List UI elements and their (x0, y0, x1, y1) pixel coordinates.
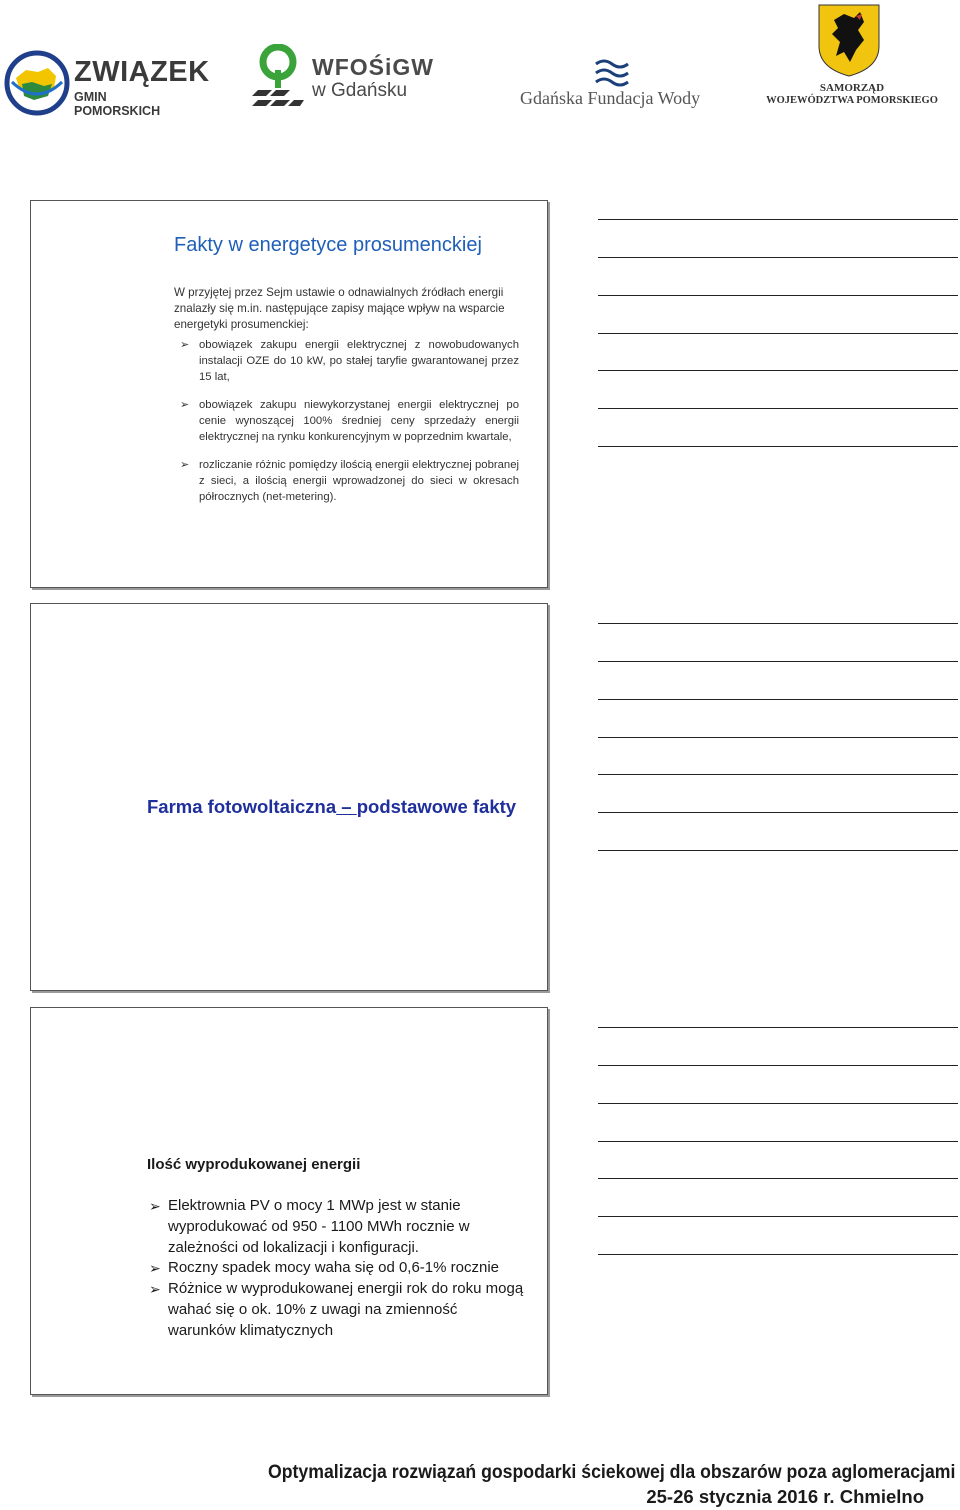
wfosigw-subtitle: w Gdańsku (312, 80, 408, 101)
note-line (598, 1027, 958, 1028)
pomerania-map-icon (4, 48, 70, 118)
list-item (147, 1196, 527, 1258)
note-line (598, 333, 958, 334)
note-line (598, 1178, 958, 1179)
list-item-text: Różnice w wyprodukowanej energii rok do roku mogą wahać się o ok. 10% z uwagi na zmienność warunków klimatycznych (168, 1280, 524, 1339)
slide-3-title: Ilość wyprodukowanej energii (147, 1156, 361, 1173)
samorzad-wojewodztwa-logo (764, 2, 940, 112)
list-item-text: Elektrownia PV o mocy 1 MWp jest w stanie wyprodukować od 950 - 1100 MWh rocznie w zależności od lokalizacji i konfiguracji. (168, 1197, 470, 1256)
griffin-coat-of-arms-icon (816, 2, 882, 78)
note-line (598, 699, 958, 700)
list-item (147, 1279, 527, 1341)
list-item (147, 1258, 527, 1279)
slide-3 (30, 1007, 548, 1395)
note-line (598, 370, 958, 371)
arrow-bullet-icon: ➢ (180, 339, 190, 351)
samorzad-line1: SAMORZĄD (819, 82, 885, 94)
list-item (174, 397, 519, 445)
gdanska-fundacja-wody-logo (518, 58, 718, 114)
slide-2-title-part2: podstawowe fakty (356, 796, 517, 817)
wfosigw-title: WFOŚiGW (312, 54, 434, 80)
slide-2-title-separator: – (336, 796, 357, 817)
slide-1-intro: W przyjętej przez Sejm ustawie o odnawialnych źródłach energii znalazły się m.in. następujące zapisy mające wpływ na wsparcie energetyki prosumenckiej: (174, 286, 505, 331)
note-line (598, 623, 958, 624)
note-line (598, 1254, 958, 1255)
list-item (174, 457, 519, 505)
tree-icon (252, 44, 304, 110)
zwiazek-subtitle: GMIN POMORSKICH (74, 90, 161, 118)
arrow-bullet-icon: ➢ (149, 1260, 161, 1277)
slide-2-title-part1: Farma fotowoltaiczna (147, 796, 337, 817)
note-line (598, 1103, 958, 1104)
note-line (598, 850, 958, 851)
arrow-bullet-icon: ➢ (149, 1198, 161, 1214)
note-line (598, 408, 958, 409)
slide-1 (30, 200, 548, 588)
note-line (598, 446, 958, 447)
slide-3-bullet-list (147, 1196, 527, 1342)
wfosigw-logo (252, 44, 442, 114)
list-item-text: Roczny spadek mocy waha się od 0,6-1% rocznie (168, 1259, 499, 1277)
water-waves-icon (594, 58, 630, 88)
list-item-text: obowiązek zakupu niewykorzystanej energii elektrycznej po cenie wynoszącej 100% średniej ceny sprzedaży energii elektrycznej na rynku konkurencyjnym w poprzednim kwartale, (199, 399, 519, 443)
note-line (598, 661, 958, 662)
samorzad-line2: WOJEWÓDZTWA POMORSKIEGO (766, 95, 938, 106)
note-line (598, 1216, 958, 1217)
slide-2 (30, 603, 548, 991)
note-line (598, 257, 958, 258)
slide-1-body (174, 285, 519, 517)
zwiazek-title: ZWIĄZEK (74, 56, 210, 88)
slide-2-title (147, 796, 516, 818)
note-line (598, 737, 958, 738)
zwiazek-gmin-pomorskich-logo (4, 48, 210, 120)
note-line (598, 812, 958, 813)
footer-event-title: Optymalizacja rozwiązań gospodarki ściekowej dla obszarów poza aglomeracjami (268, 1462, 956, 1483)
note-line (598, 295, 958, 296)
list-item-text: obowiązek zakupu energii elektrycznej z nowobudowanych instalacji OZE do 10 kW, po stałej taryfie gwarantowanej przez 15 lat, (199, 339, 519, 383)
note-line (598, 1065, 958, 1066)
slide-1-bullet-list (174, 337, 519, 505)
list-item (174, 337, 519, 385)
footer-date-location: 25-26 stycznia 2016 r. Chmielno (646, 1486, 924, 1507)
list-item-text: rozliczanie różnic pomiędzy ilością energii elektrycznej pobranej z sieci, a ilością energii wprowadzonej do sieci w okresach półrocznych (net-metering). (199, 459, 519, 503)
fundacja-text: Gdańska Fundacja Wody (520, 88, 701, 108)
note-line (598, 1141, 958, 1142)
arrow-bullet-icon: ➢ (180, 399, 190, 411)
note-line (598, 219, 958, 220)
note-line (598, 774, 958, 775)
arrow-bullet-icon: ➢ (149, 1281, 161, 1298)
arrow-bullet-icon: ➢ (180, 459, 190, 471)
slide-1-title: Fakty w energetyce prosumenckiej (174, 234, 482, 256)
